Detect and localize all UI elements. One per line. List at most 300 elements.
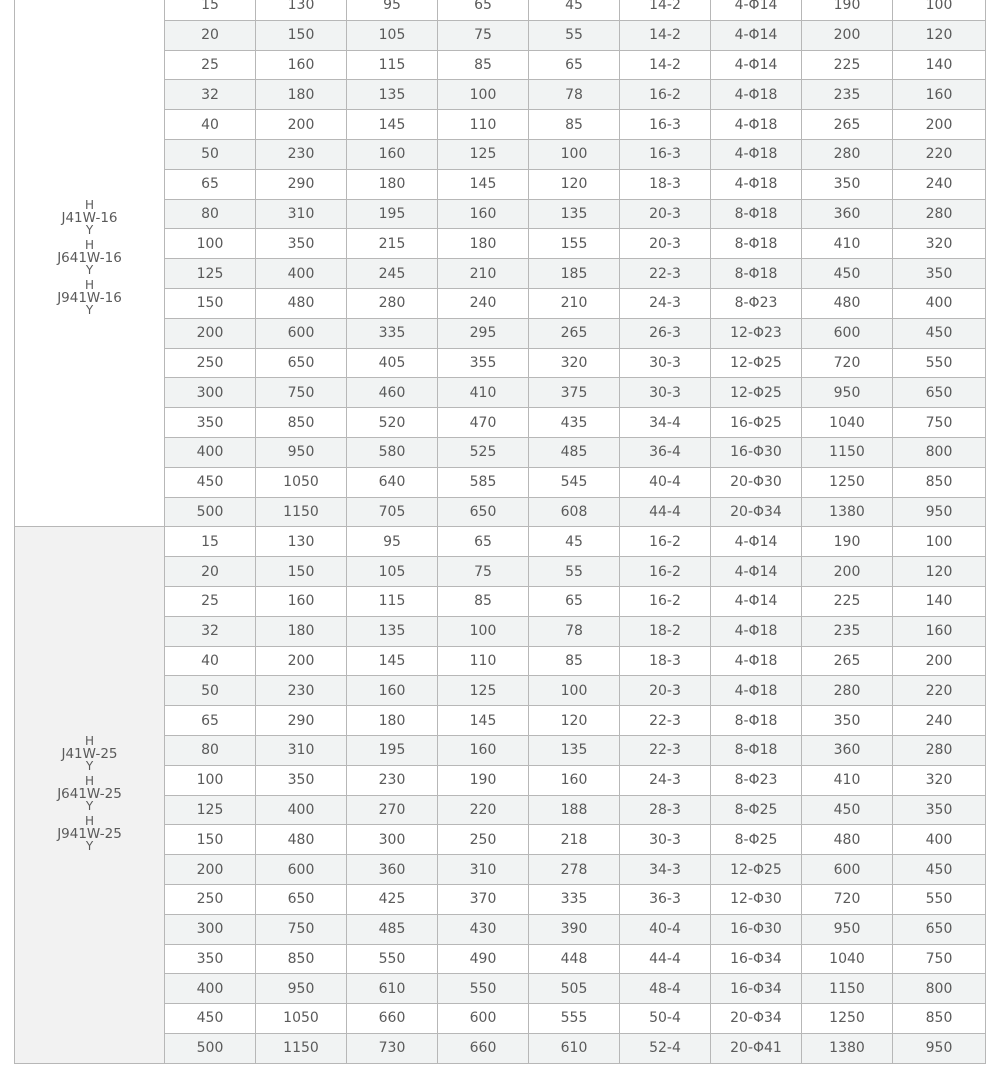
table-cell: 250 xyxy=(165,348,256,378)
table-cell: 125 xyxy=(165,795,256,825)
table-cell: 95 xyxy=(347,527,438,557)
table-cell: 335 xyxy=(529,884,620,914)
table-cell: 1250 xyxy=(802,467,893,497)
valve-dimension-table xyxy=(14,0,986,1064)
table-cell: 390 xyxy=(529,914,620,944)
table-cell: 490 xyxy=(438,944,529,974)
table-cell: 8-Φ18 xyxy=(711,229,802,259)
table-cell: 180 xyxy=(438,229,529,259)
table-cell: 320 xyxy=(529,348,620,378)
table-cell: 265 xyxy=(529,318,620,348)
table-cell: 180 xyxy=(347,706,438,736)
table-cell: 200 xyxy=(165,318,256,348)
table-cell: 16-2 xyxy=(620,557,711,587)
table-cell: 85 xyxy=(438,50,529,80)
table-cell: 270 xyxy=(347,795,438,825)
table-cell: 150 xyxy=(256,20,347,50)
table-cell: 350 xyxy=(802,706,893,736)
table-cell: 8-Φ25 xyxy=(711,825,802,855)
table-cell: 150 xyxy=(256,557,347,587)
table-cell: 12-Φ30 xyxy=(711,884,802,914)
table-cell: 22-3 xyxy=(620,706,711,736)
table-cell: 235 xyxy=(802,80,893,110)
table-cell: 448 xyxy=(529,944,620,974)
table-cell: 16-2 xyxy=(620,80,711,110)
table-cell: 44-4 xyxy=(620,944,711,974)
table-cell: 545 xyxy=(529,467,620,497)
table-cell: 160 xyxy=(438,735,529,765)
table-cell: 278 xyxy=(529,855,620,885)
table-cell: 450 xyxy=(802,259,893,289)
table-cell: 125 xyxy=(438,139,529,169)
table-cell: 40-4 xyxy=(620,914,711,944)
table-cell: 120 xyxy=(529,706,620,736)
table-cell: 350 xyxy=(165,408,256,438)
table-cell: 350 xyxy=(165,944,256,974)
table-cell: 200 xyxy=(802,557,893,587)
table-cell: 210 xyxy=(438,259,529,289)
table-cell: 14-2 xyxy=(620,50,711,80)
table-cell: 160 xyxy=(347,676,438,706)
table-cell: 400 xyxy=(256,795,347,825)
model-top-text: H xyxy=(84,774,94,789)
table-cell: 14-2 xyxy=(620,20,711,50)
table-cell: 100 xyxy=(529,139,620,169)
table-cell: 22-3 xyxy=(620,259,711,289)
table-cell: 8-Φ23 xyxy=(711,288,802,318)
table-cell: 1040 xyxy=(802,408,893,438)
table-cell: 85 xyxy=(438,586,529,616)
table-cell: 750 xyxy=(256,914,347,944)
table-cell: 20 xyxy=(165,20,256,50)
table-cell: 190 xyxy=(802,0,893,20)
table-cell: 16-Φ30 xyxy=(711,914,802,944)
table-cell: 525 xyxy=(438,437,529,467)
table-cell: 200 xyxy=(893,110,986,140)
table-cell: 100 xyxy=(165,765,256,795)
table-cell: 470 xyxy=(438,408,529,438)
table-cell: 610 xyxy=(347,974,438,1004)
table-cell: 135 xyxy=(529,735,620,765)
table-cell: 500 xyxy=(165,1033,256,1063)
table-cell: 4-Φ18 xyxy=(711,646,802,676)
model-top-text: H xyxy=(84,734,94,749)
table-cell: 1250 xyxy=(802,1004,893,1034)
table-cell: 32 xyxy=(165,80,256,110)
table-cell: 1150 xyxy=(256,497,347,527)
table-cell: 24-3 xyxy=(620,288,711,318)
table-cell: 16-2 xyxy=(620,586,711,616)
table-cell: 4-Φ18 xyxy=(711,169,802,199)
table-cell: 800 xyxy=(893,437,986,467)
table-cell: 410 xyxy=(802,765,893,795)
model-designation xyxy=(57,237,122,277)
table-cell: 550 xyxy=(438,974,529,1004)
table-cell: 360 xyxy=(347,855,438,885)
table-cell: 50 xyxy=(165,676,256,706)
table-cell: 100 xyxy=(893,527,986,557)
table-cell: 1150 xyxy=(802,974,893,1004)
table-cell: 4-Φ14 xyxy=(711,527,802,557)
table-cell: 4-Φ14 xyxy=(711,20,802,50)
table-cell: 200 xyxy=(165,855,256,885)
table-cell: 26-3 xyxy=(620,318,711,348)
table-cell: 15 xyxy=(165,0,256,20)
table-cell: 360 xyxy=(802,735,893,765)
spec-table-container xyxy=(14,0,985,1064)
table-cell: 730 xyxy=(347,1033,438,1063)
table-cell: 140 xyxy=(893,50,986,80)
table-cell: 78 xyxy=(529,80,620,110)
model-bottom-text: Y xyxy=(85,839,94,854)
table-cell: 550 xyxy=(347,944,438,974)
table-cell: 480 xyxy=(256,825,347,855)
table-cell: 950 xyxy=(893,1033,986,1063)
pn16-group xyxy=(15,0,986,527)
table-cell: 1040 xyxy=(802,944,893,974)
table-cell: 20-3 xyxy=(620,199,711,229)
table-cell: 8-Φ18 xyxy=(711,735,802,765)
table-cell: 4-Φ18 xyxy=(711,676,802,706)
table-cell: 300 xyxy=(165,914,256,944)
table-cell: 160 xyxy=(893,80,986,110)
table-cell: 310 xyxy=(256,199,347,229)
table-cell: 400 xyxy=(256,259,347,289)
table-cell: 750 xyxy=(893,408,986,438)
table-cell: 4-Φ14 xyxy=(711,50,802,80)
table-cell: 115 xyxy=(347,586,438,616)
model-bottom-text: Y xyxy=(85,759,94,774)
table-cell: 300 xyxy=(347,825,438,855)
table-cell: 75 xyxy=(438,557,529,587)
table-cell: 950 xyxy=(802,914,893,944)
table-cell: 555 xyxy=(529,1004,620,1034)
table-cell: 80 xyxy=(165,735,256,765)
table-cell: 20-Φ34 xyxy=(711,497,802,527)
model-designation xyxy=(57,816,122,852)
table-cell: 30-3 xyxy=(620,348,711,378)
table-cell: 78 xyxy=(529,616,620,646)
table-cell: 485 xyxy=(347,914,438,944)
table-cell: 25 xyxy=(165,50,256,80)
table-cell: 235 xyxy=(802,616,893,646)
table-cell: 230 xyxy=(256,676,347,706)
table-cell: 240 xyxy=(438,288,529,318)
table-cell: 425 xyxy=(347,884,438,914)
table-cell: 145 xyxy=(438,706,529,736)
table-cell: 660 xyxy=(347,1004,438,1034)
table-cell: 585 xyxy=(438,467,529,497)
table-cell: 12-Φ25 xyxy=(711,378,802,408)
table-cell: 210 xyxy=(529,288,620,318)
table-cell: 225 xyxy=(802,586,893,616)
table-cell: 135 xyxy=(347,616,438,646)
table-cell: 310 xyxy=(438,855,529,885)
table-cell: 4-Φ18 xyxy=(711,139,802,169)
table-cell: 750 xyxy=(256,378,347,408)
table-cell: 20 xyxy=(165,557,256,587)
table-cell: 22-3 xyxy=(620,735,711,765)
table-cell: 800 xyxy=(893,974,986,1004)
table-cell: 1380 xyxy=(802,497,893,527)
table-cell: 335 xyxy=(347,318,438,348)
table-cell: 200 xyxy=(893,646,986,676)
table-cell: 34-4 xyxy=(620,408,711,438)
table-cell: 600 xyxy=(802,318,893,348)
table-cell: 65 xyxy=(438,0,529,20)
table-cell: 200 xyxy=(802,20,893,50)
model-main-text: J41W-16 xyxy=(61,209,118,226)
table-cell: 310 xyxy=(256,735,347,765)
table-cell: 450 xyxy=(893,855,986,885)
table-cell: 100 xyxy=(165,229,256,259)
table-cell: 290 xyxy=(256,706,347,736)
table-cell: 125 xyxy=(165,259,256,289)
model-bottom-text: Y xyxy=(85,799,94,814)
table-cell: 240 xyxy=(893,706,986,736)
table-cell: 950 xyxy=(893,497,986,527)
table-cell: 280 xyxy=(893,199,986,229)
table-cell: 400 xyxy=(893,825,986,855)
table-cell: 30-3 xyxy=(620,825,711,855)
table-cell: 150 xyxy=(165,825,256,855)
model-list xyxy=(57,198,122,320)
table-cell: 14-2 xyxy=(620,0,711,20)
table-cell: 280 xyxy=(893,735,986,765)
table-cell: 450 xyxy=(165,467,256,497)
table-cell: 500 xyxy=(165,497,256,527)
table-cell: 290 xyxy=(256,169,347,199)
table-cell: 600 xyxy=(256,318,347,348)
table-cell: 8-Φ18 xyxy=(711,199,802,229)
table-cell: 40 xyxy=(165,110,256,140)
table-cell: 225 xyxy=(802,50,893,80)
table-cell: 185 xyxy=(529,259,620,289)
table-row xyxy=(15,527,986,557)
table-cell: 65 xyxy=(529,50,620,80)
model-main-text: J41W-25 xyxy=(61,746,118,763)
table-cell: 650 xyxy=(438,497,529,527)
table-cell: 450 xyxy=(893,318,986,348)
table-cell: 50-4 xyxy=(620,1004,711,1034)
table-cell: 75 xyxy=(438,20,529,50)
table-cell: 215 xyxy=(347,229,438,259)
table-cell: 48-4 xyxy=(620,974,711,1004)
table-cell: 230 xyxy=(256,139,347,169)
table-cell: 580 xyxy=(347,437,438,467)
table-cell: 180 xyxy=(256,80,347,110)
table-cell: 480 xyxy=(802,825,893,855)
table-cell: 240 xyxy=(893,169,986,199)
table-cell: 120 xyxy=(893,557,986,587)
table-cell: 1150 xyxy=(802,437,893,467)
table-cell: 135 xyxy=(529,199,620,229)
table-cell: 188 xyxy=(529,795,620,825)
table-cell: 25 xyxy=(165,586,256,616)
table-cell: 110 xyxy=(438,646,529,676)
table-cell: 245 xyxy=(347,259,438,289)
model-designation xyxy=(57,277,122,317)
table-cell: 375 xyxy=(529,378,620,408)
table-cell: 155 xyxy=(529,229,620,259)
model-main-text: J941W-25 xyxy=(57,826,122,843)
table-cell: 220 xyxy=(893,676,986,706)
table-cell: 18-3 xyxy=(620,646,711,676)
table-cell: 145 xyxy=(438,169,529,199)
table-cell: 280 xyxy=(802,676,893,706)
table-cell: 650 xyxy=(256,348,347,378)
table-cell: 160 xyxy=(347,139,438,169)
table-cell: 360 xyxy=(802,199,893,229)
table-cell: 30-3 xyxy=(620,378,711,408)
table-cell: 550 xyxy=(893,884,986,914)
table-cell: 265 xyxy=(802,110,893,140)
table-cell: 405 xyxy=(347,348,438,378)
table-cell: 36-3 xyxy=(620,884,711,914)
table-cell: 4-Φ14 xyxy=(711,557,802,587)
table-cell: 250 xyxy=(438,825,529,855)
table-cell: 650 xyxy=(893,914,986,944)
table-cell: 8-Φ25 xyxy=(711,795,802,825)
table-cell: 130 xyxy=(256,527,347,557)
table-cell: 430 xyxy=(438,914,529,944)
table-cell: 45 xyxy=(529,527,620,557)
table-cell: 100 xyxy=(438,80,529,110)
table-cell: 480 xyxy=(802,288,893,318)
model-bottom-text: Y xyxy=(85,222,94,237)
table-cell: 40-4 xyxy=(620,467,711,497)
table-cell: 145 xyxy=(347,110,438,140)
table-cell: 150 xyxy=(165,288,256,318)
table-cell: 160 xyxy=(893,616,986,646)
table-cell: 8-Φ18 xyxy=(711,706,802,736)
table-cell: 110 xyxy=(438,110,529,140)
table-cell: 105 xyxy=(347,557,438,587)
table-cell: 44-4 xyxy=(620,497,711,527)
table-cell: 160 xyxy=(256,50,347,80)
table-cell: 1050 xyxy=(256,467,347,497)
table-cell: 600 xyxy=(438,1004,529,1034)
table-cell: 140 xyxy=(893,586,986,616)
table-cell: 550 xyxy=(893,348,986,378)
table-cell: 125 xyxy=(438,676,529,706)
table-cell: 18-2 xyxy=(620,616,711,646)
model-top-text: H xyxy=(84,814,94,829)
table-cell: 20-Φ30 xyxy=(711,467,802,497)
pn25-group xyxy=(15,527,986,1063)
table-cell: 18-3 xyxy=(620,169,711,199)
table-cell: 750 xyxy=(893,944,986,974)
table-cell: 85 xyxy=(529,110,620,140)
table-cell: 1380 xyxy=(802,1033,893,1063)
table-cell: 12-Φ25 xyxy=(711,348,802,378)
table-cell: 50 xyxy=(165,139,256,169)
table-cell: 600 xyxy=(256,855,347,885)
table-cell: 4-Φ14 xyxy=(711,0,802,20)
table-cell: 16-3 xyxy=(620,110,711,140)
table-cell: 120 xyxy=(893,20,986,50)
table-cell: 85 xyxy=(529,646,620,676)
table-cell: 80 xyxy=(165,199,256,229)
table-cell: 130 xyxy=(256,0,347,20)
table-cell: 410 xyxy=(438,378,529,408)
table-cell: 28-3 xyxy=(620,795,711,825)
table-cell: 480 xyxy=(256,288,347,318)
table-cell: 16-Φ30 xyxy=(711,437,802,467)
table-cell: 100 xyxy=(893,0,986,20)
table-cell: 850 xyxy=(893,1004,986,1034)
table-cell: 4-Φ18 xyxy=(711,110,802,140)
table-cell: 20-3 xyxy=(620,676,711,706)
table-cell: 450 xyxy=(165,1004,256,1034)
table-cell: 350 xyxy=(256,765,347,795)
table-cell: 135 xyxy=(347,80,438,110)
table-cell: 200 xyxy=(256,646,347,676)
table-cell: 16-Φ34 xyxy=(711,974,802,1004)
table-cell: 450 xyxy=(802,795,893,825)
table-cell: 115 xyxy=(347,50,438,80)
table-cell: 1050 xyxy=(256,1004,347,1034)
table-cell: 4-Φ18 xyxy=(711,80,802,110)
model-designation xyxy=(57,776,122,812)
table-cell: 650 xyxy=(256,884,347,914)
table-cell: 32 xyxy=(165,616,256,646)
table-cell: 705 xyxy=(347,497,438,527)
table-cell: 4-Φ14 xyxy=(711,586,802,616)
table-cell: 600 xyxy=(802,855,893,885)
table-cell: 350 xyxy=(893,259,986,289)
table-cell: 410 xyxy=(802,229,893,259)
table-cell: 400 xyxy=(893,288,986,318)
table-cell: 370 xyxy=(438,884,529,914)
table-cell: 24-3 xyxy=(620,765,711,795)
table-cell: 280 xyxy=(347,288,438,318)
table-cell: 12-Φ25 xyxy=(711,855,802,885)
table-cell: 195 xyxy=(347,735,438,765)
table-cell: 160 xyxy=(529,765,620,795)
table-cell: 160 xyxy=(256,586,347,616)
table-cell: 100 xyxy=(438,616,529,646)
table-cell: 190 xyxy=(438,765,529,795)
table-cell: 16-Φ25 xyxy=(711,408,802,438)
table-cell: 20-Φ34 xyxy=(711,1004,802,1034)
table-cell: 65 xyxy=(165,706,256,736)
table-cell: 180 xyxy=(256,616,347,646)
table-cell: 435 xyxy=(529,408,620,438)
table-cell: 195 xyxy=(347,199,438,229)
table-cell: 100 xyxy=(529,676,620,706)
table-cell: 12-Φ23 xyxy=(711,318,802,348)
model-cell xyxy=(15,0,165,527)
table-cell: 650 xyxy=(893,378,986,408)
table-cell: 1150 xyxy=(256,1033,347,1063)
table-cell: 160 xyxy=(438,199,529,229)
model-main-text: J941W-16 xyxy=(57,289,122,306)
table-cell: 350 xyxy=(893,795,986,825)
table-cell: 8-Φ23 xyxy=(711,765,802,795)
table-cell: 850 xyxy=(256,408,347,438)
table-cell: 850 xyxy=(256,944,347,974)
table-cell: 65 xyxy=(438,527,529,557)
table-cell: 8-Φ18 xyxy=(711,259,802,289)
model-top-text: H xyxy=(84,277,94,292)
table-cell: 850 xyxy=(893,467,986,497)
table-cell: 950 xyxy=(802,378,893,408)
table-cell: 320 xyxy=(893,229,986,259)
table-cell: 320 xyxy=(893,765,986,795)
table-cell: 15 xyxy=(165,527,256,557)
model-top-text: H xyxy=(84,237,94,252)
